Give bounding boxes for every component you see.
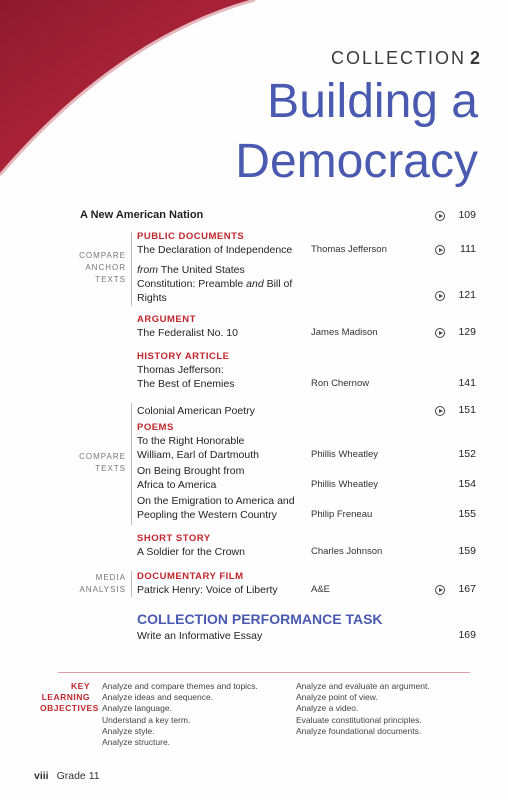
genre-header: DOCUMENTARY FILM: [137, 571, 244, 582]
genre-header: HISTORY ARTICLE: [137, 351, 230, 362]
group-bar: [131, 571, 132, 597]
genre-header: SHORT STORY: [137, 533, 211, 544]
entry-author: James Madison: [311, 327, 378, 338]
objective-item: Analyze and compare themes and topics.: [102, 681, 258, 691]
performance-page: 169: [458, 629, 476, 641]
play-circle-icon[interactable]: [435, 291, 445, 301]
objective-item: Analyze style.: [102, 725, 155, 736]
play-circle-icon[interactable]: [435, 406, 445, 416]
group-bar: [131, 232, 132, 306]
objectives-col1: [102, 681, 258, 748]
genre-header: PUBLIC DOCUMENTS: [137, 231, 245, 242]
entry-page: 111: [460, 243, 476, 255]
entry-page: 151: [458, 404, 476, 416]
genre-header: POEMS: [137, 422, 174, 433]
page-footer: [34, 770, 100, 782]
objective-item: Analyze language.: [102, 703, 172, 714]
play-circle-icon[interactable]: [435, 585, 445, 595]
objective-item: Understand a key term.: [102, 714, 191, 725]
performance-task-title: COLLECTION PERFORMANCE TASK: [137, 611, 383, 627]
entry-title[interactable]: from The United States Constitution: Preamble and Bill of Rights: [137, 264, 293, 304]
play-circle-icon[interactable]: [435, 211, 445, 221]
entry-page: 141: [458, 377, 476, 389]
side-label-compare-anchor: COMPARE ANCHOR TEXTS: [79, 251, 126, 284]
entry-page: 121: [458, 289, 476, 301]
collection-label: COLLECTION 2: [330, 48, 480, 68]
collection-title-line1: Building a: [267, 75, 478, 128]
side-label-media-analysis: MEDIA ANALYSIS: [79, 573, 126, 594]
decorative-swoosh: [0, 0, 260, 180]
section-title: A New American Nation: [80, 209, 204, 221]
objective-item: Evaluate constitutional principles.: [296, 714, 422, 725]
objective-item: Analyze ideas and sequence.: [102, 692, 214, 703]
objective-item: Analyze structure.: [102, 737, 171, 748]
objective-item: Analyze and evaluate an argument.: [296, 681, 430, 691]
objective-item: Analyze a video.: [296, 703, 359, 714]
entry-page: 129: [458, 326, 476, 338]
entry-page: 155: [458, 508, 476, 520]
divider: [58, 672, 470, 673]
performance-task[interactable]: Write an Informative Essay: [137, 630, 263, 642]
group-bar: [131, 403, 132, 525]
entry-page: 152: [458, 448, 476, 460]
side-label-compare-texts: COMPARE TEXTS: [79, 452, 126, 473]
entry-author: Phillis Wheatley: [311, 449, 379, 460]
collection-title-line2: Democracy: [235, 135, 478, 188]
entry-author: Charles Johnson: [311, 546, 383, 557]
entry-page: 154: [458, 478, 476, 490]
entry-title[interactable]: On Being Brought from Africa to America: [137, 465, 245, 491]
entry-title[interactable]: The Declaration of Independence: [137, 244, 293, 256]
page-number: viii: [34, 770, 49, 782]
play-circle-icon[interactable]: [435, 245, 445, 255]
entry-author: Phillis Wheatley: [311, 479, 379, 490]
genre-header: ARGUMENT: [137, 314, 196, 325]
collection-number: 2: [469, 48, 480, 68]
entry-author: Thomas Jefferson: [311, 244, 387, 255]
objective-item: Analyze point of view.: [296, 692, 378, 703]
entry-title[interactable]: A Soldier for the Crown: [137, 546, 245, 558]
entry-title[interactable]: Patrick Henry: Voice of Liberty: [137, 584, 278, 596]
play-circle-icon[interactable]: [435, 328, 445, 338]
entry-title[interactable]: On the Emigration to America and Peopling the Western Country: [137, 495, 295, 521]
section-page: 109: [458, 209, 476, 221]
entry-page: 167: [458, 583, 476, 595]
objectives-label: KEY LEARNING OBJECTIVES: [40, 681, 99, 713]
entry-author: Philip Freneau: [311, 509, 373, 520]
objectives-col2: [296, 681, 430, 737]
objective-item: Analyze foundational documents.: [296, 725, 422, 736]
entry-author: Ron Chernow: [311, 378, 370, 389]
grade-label: Grade 11: [56, 770, 100, 782]
entry-page: 159: [458, 545, 476, 557]
entry-title[interactable]: To the Right Honorable William, Earl of Dartmouth: [137, 435, 259, 461]
entry-author: A&E: [311, 584, 331, 595]
entry-title[interactable]: Colonial American Poetry: [137, 405, 255, 417]
entry-title[interactable]: The Federalist No. 10: [137, 327, 238, 339]
entry-title[interactable]: Thomas Jefferson: The Best of Enemies: [137, 364, 235, 390]
